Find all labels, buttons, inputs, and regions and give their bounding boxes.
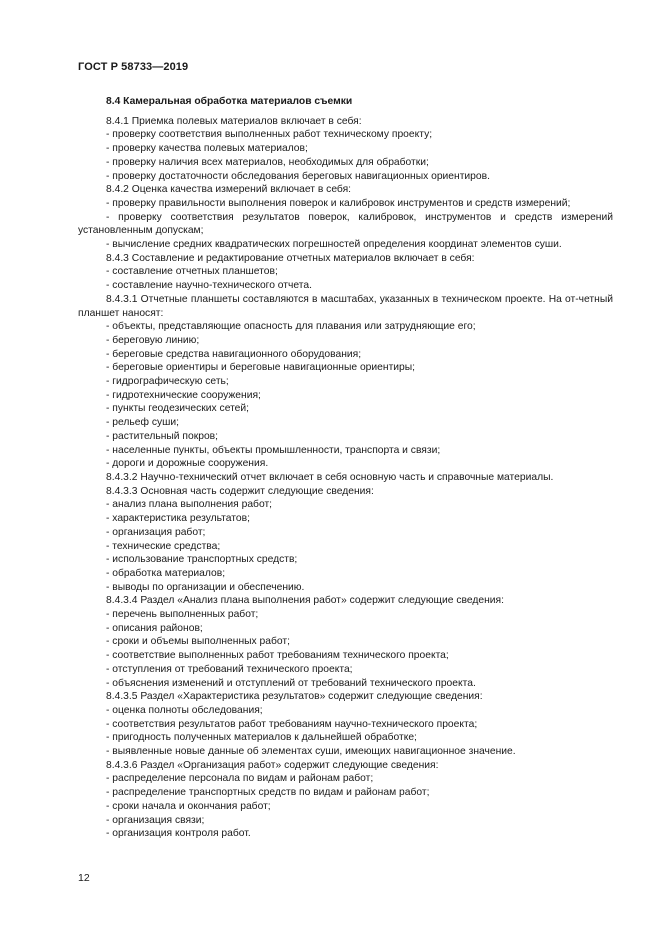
list-item: - характеристика результатов; bbox=[106, 513, 250, 525]
list-item: - составление отчетных планшетов; bbox=[106, 266, 278, 278]
list-item: - соответствие выполненных работ требованиям технического проекта; bbox=[106, 650, 449, 662]
list-item: - описания районов; bbox=[106, 622, 203, 634]
list-item: - объекты, представляющие опасность для плавания или затрудняющие его; bbox=[106, 321, 476, 333]
list-item: - проверку правильности выполнения поверок и калибровок инструментов и средств измерений; bbox=[106, 197, 571, 209]
list-item: - оценка полноты обследования; bbox=[106, 704, 263, 716]
list-item: - составление научно-технического отчета. bbox=[106, 280, 312, 292]
list-item: - обработка материалов; bbox=[106, 567, 226, 579]
list-item: - организация связи; bbox=[106, 814, 205, 826]
paragraph-line: 8.4.3.4 Раздел «Анализ плана выполнения работ» содержит следующие сведения: bbox=[106, 595, 504, 607]
list-item: - отступления от требований технического проекта; bbox=[106, 663, 353, 675]
list-item: - сроки начала и окончания работ; bbox=[106, 800, 271, 812]
list-item: - рельеф суши; bbox=[106, 417, 180, 429]
list-item: - вычисление средних квадратических погрешностей определения координат элементов суши. bbox=[106, 239, 562, 251]
section-title: 8.4 Камеральная обработка материалов съемки bbox=[106, 96, 353, 107]
list-item: - организация работ; bbox=[106, 526, 206, 538]
list-item: - распределение персонала по видам и районам работ; bbox=[106, 773, 374, 785]
list-item: - гидротехнические сооружения; bbox=[106, 389, 261, 401]
paragraph-line: 8.4.3.2 Научно-технический отчет включает в себя основную часть и справочные материалы. bbox=[106, 471, 554, 483]
document-body bbox=[78, 95, 613, 841]
list-item: - выявленные новые данные об элементах суши, имеющих навигационное значение. bbox=[106, 746, 516, 758]
paragraph-line: 8.4.3 Составление и редактирование отчетных материалов включает в себя: bbox=[106, 252, 475, 264]
paragraph-line: 8.4.1 Приемка полевых материалов включает в себя: bbox=[106, 115, 362, 127]
list-item: - проверку наличия всех материалов, необходимых для обработки; bbox=[106, 156, 429, 168]
list-item: - технические средства; bbox=[106, 540, 221, 552]
list-item: - проверку достаточности обследования береговых навигационных ориентиров. bbox=[106, 170, 490, 182]
list-item: - сроки и объемы выполненных работ; bbox=[106, 636, 290, 648]
list-item: - береговые средства навигационного оборудования; bbox=[106, 348, 362, 360]
paragraph-line: 8.4.3.1 Отчетные планшеты составляются в масштабах, указанных в техническом проекте. На от-четный планшет наносят: bbox=[78, 293, 613, 319]
list-item: - использование транспортных средств; bbox=[106, 554, 298, 566]
list-item: - объяснения изменений и отступлений от требований технического проекта. bbox=[106, 677, 476, 689]
page-number: 12 bbox=[78, 872, 90, 884]
list-item: - гидрографическую сеть; bbox=[106, 376, 229, 388]
list-item: - береговые ориентиры и береговые навигационные ориентиры; bbox=[106, 362, 416, 374]
list-item: - организация контроля работ. bbox=[106, 828, 251, 840]
list-item: - распределение транспортных средств по видам и районам работ; bbox=[106, 787, 430, 799]
paragraph-line: 8.4.3.5 Раздел «Характеристика результатов» содержит следующие сведения: bbox=[106, 691, 483, 703]
paragraph-line: - проверку соответствия результатов поверок, калибровок, инструментов и средств измерений установленным допускам; bbox=[78, 211, 613, 237]
paragraph-line: 8.4.3.3 Основная часть содержит следующие сведения: bbox=[106, 485, 374, 497]
list-item: - выводы по организации и обеспечению. bbox=[106, 581, 305, 593]
list-item: - анализ плана выполнения работ; bbox=[106, 499, 273, 511]
list-item: - населенные пункты, объекты промышленности, транспорта и связи; bbox=[106, 444, 441, 456]
paragraph-list bbox=[78, 115, 613, 841]
paragraph-line: 8.4.2 Оценка качества измерений включает в себя: bbox=[106, 184, 352, 196]
list-item: - пункты геодезических сетей; bbox=[106, 403, 250, 415]
list-item: - растительный покров; bbox=[106, 430, 219, 442]
list-item: - соответствия результатов работ требованиям научно-технического проекта; bbox=[106, 718, 478, 730]
list-item: - проверку соответствия выполненных работ техническому проекту; bbox=[106, 129, 433, 141]
list-item: - перечень выполненных работ; bbox=[106, 609, 259, 621]
list-item: - проверку качества полевых материалов; bbox=[106, 143, 308, 155]
list-item: - береговую линию; bbox=[106, 334, 200, 346]
paragraph-line: 8.4.3.6 Раздел «Организация работ» содержит следующие сведения: bbox=[106, 759, 439, 771]
list-item: - дороги и дорожные сооружения. bbox=[106, 458, 269, 470]
document-header: ГОСТ Р 58733—2019 bbox=[78, 61, 189, 73]
list-item: - пригодность полученных материалов к дальнейшей обработке; bbox=[106, 732, 417, 744]
